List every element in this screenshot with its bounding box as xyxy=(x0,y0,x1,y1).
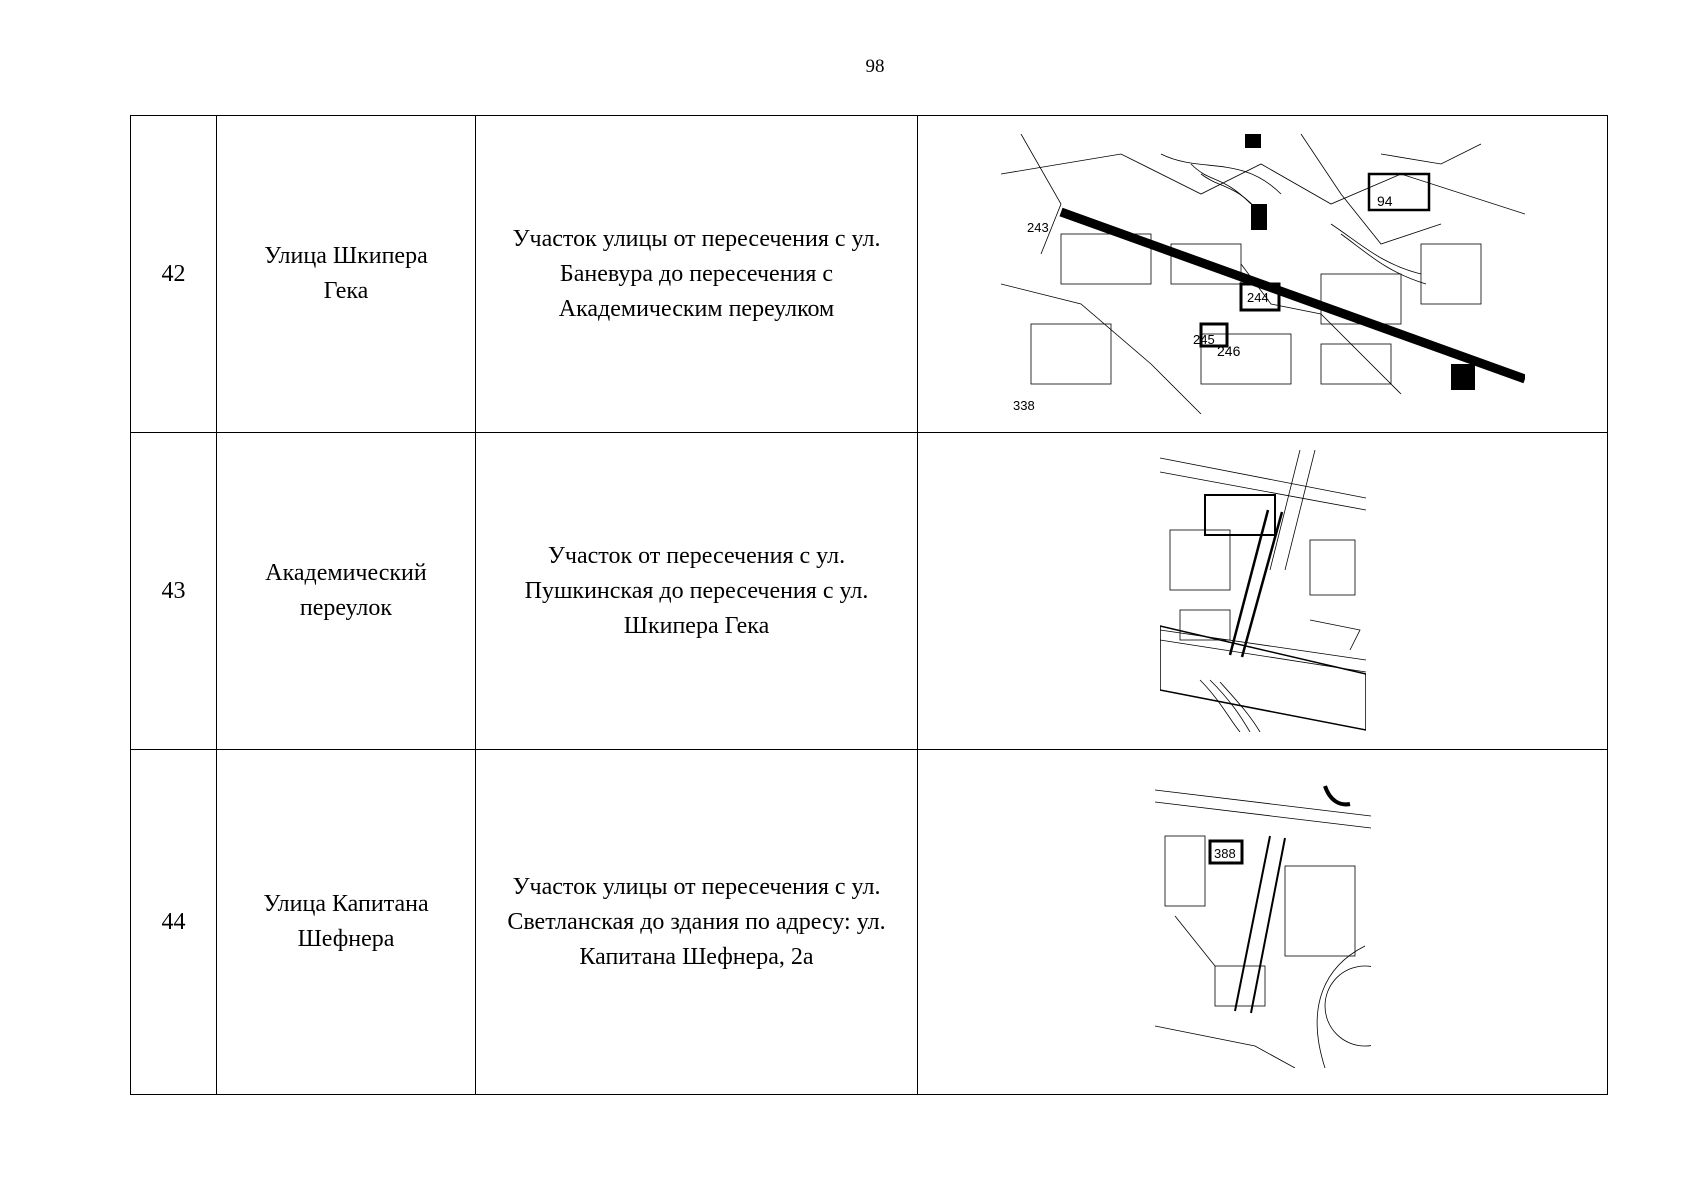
row-number: 43 xyxy=(131,433,217,750)
map-shkipera-geka xyxy=(1001,134,1525,414)
street-section xyxy=(476,116,918,433)
streets-table xyxy=(130,115,1608,1095)
table-row xyxy=(131,116,1608,433)
map-label: 246 xyxy=(1216,343,1240,359)
table-row xyxy=(131,750,1608,1095)
row-number: 44 xyxy=(131,750,217,1095)
street-section-text: Участок улицы от пересечения с ул. Баневура до пересечения с Академическим переулком xyxy=(512,225,881,322)
map-label: 338 xyxy=(1012,398,1035,413)
map-label: 243 xyxy=(1026,220,1049,235)
map-label: 388 xyxy=(1213,846,1236,861)
street-section xyxy=(476,750,918,1095)
street-section-text: Участок улицы от пересечения с ул. Светланская до здания по адресу: ул. Капитана Шефнера, 2а xyxy=(507,873,886,970)
map-kapitana-shefnera xyxy=(1155,776,1371,1068)
page-number: 98 xyxy=(865,56,885,77)
map-cell xyxy=(918,750,1608,1095)
row-number: 42 xyxy=(131,116,217,433)
street-section xyxy=(476,433,918,750)
street-section-text: Участок от пересечения с ул. Пушкинская до пересечения с ул. Шкипера Гека xyxy=(524,542,869,639)
street-name-text: Улица Капитана Шефнера xyxy=(263,891,429,952)
map-cell xyxy=(918,433,1608,750)
table-row xyxy=(131,433,1608,750)
map-label: 94 xyxy=(1376,193,1393,209)
street-name xyxy=(217,433,476,750)
street-name-text: Улица Шкипера Гека xyxy=(264,243,428,304)
map-cell xyxy=(918,116,1608,433)
street-name-text: Академический переулок xyxy=(265,560,427,621)
map-akademicheskiy xyxy=(1160,450,1366,732)
map-label: 244 xyxy=(1246,290,1269,305)
street-name xyxy=(217,750,476,1095)
map-label: 245 xyxy=(1192,332,1215,347)
street-name xyxy=(217,116,476,433)
